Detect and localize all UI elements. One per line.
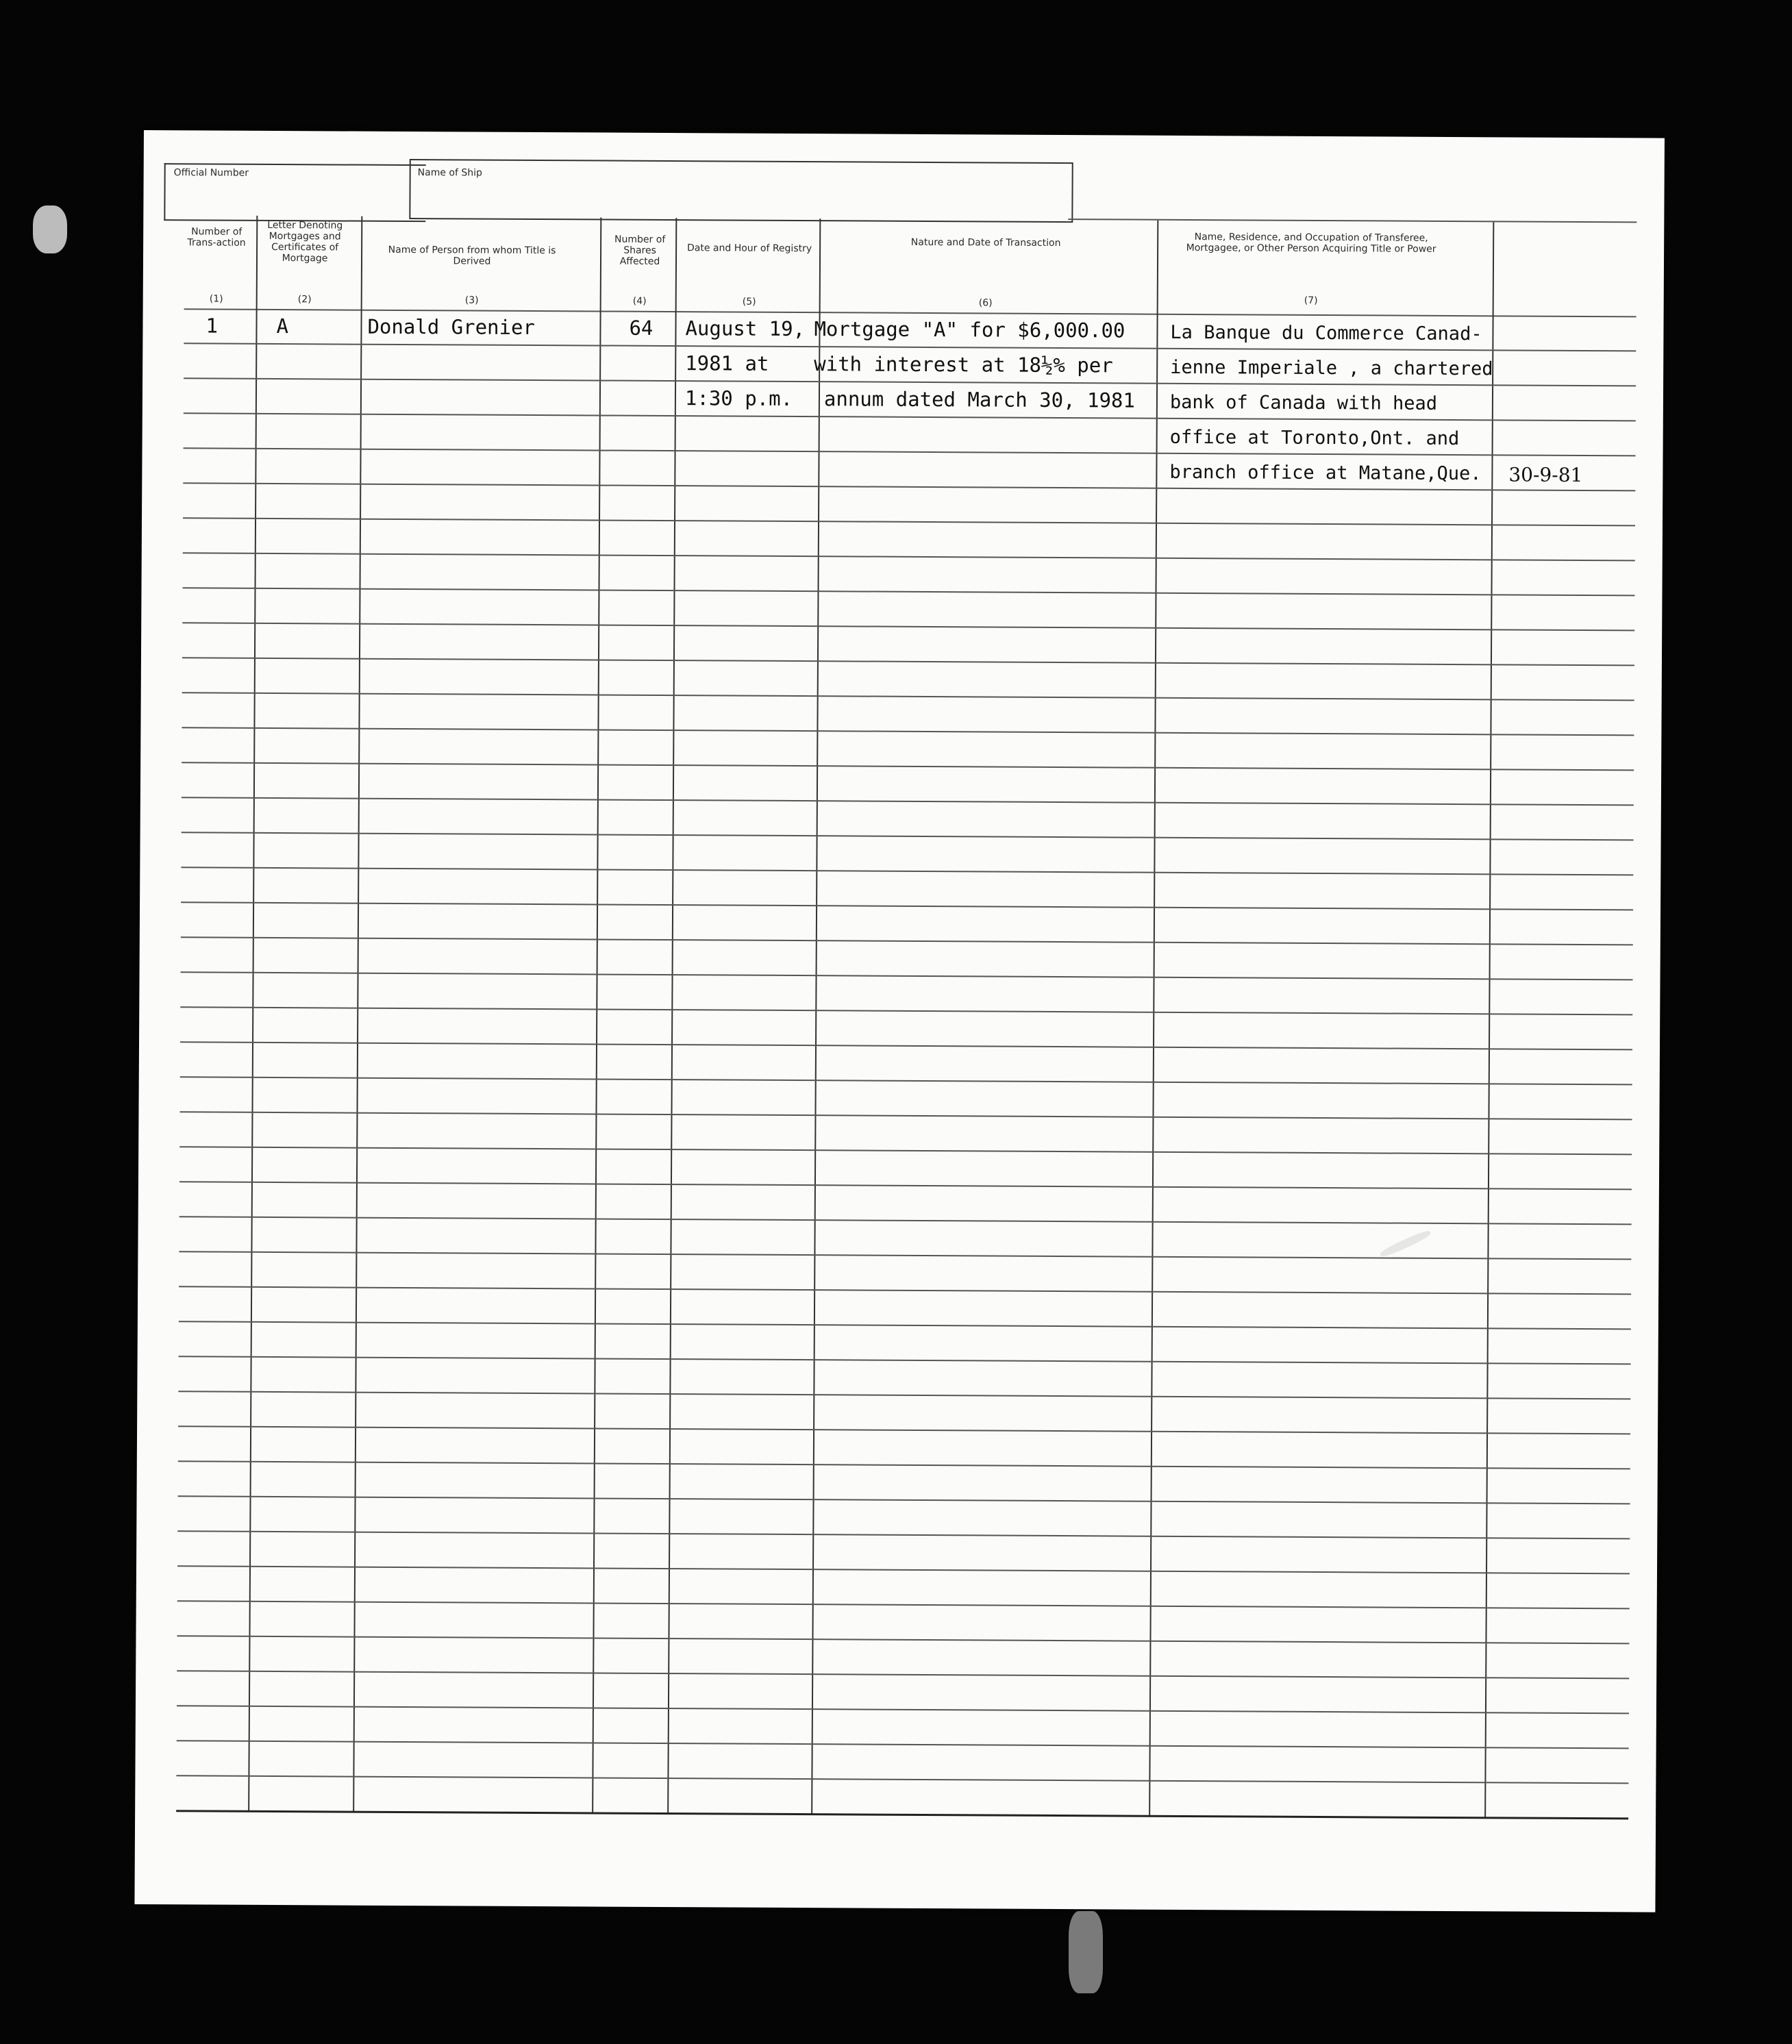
ruled-line [182,762,1634,771]
ruled-line [179,1216,1632,1225]
ruled-line [178,1391,1630,1399]
ruled-line [182,587,1634,596]
ruled-line [177,1600,1630,1609]
register-page [134,130,1665,1912]
name-of-ship-box [409,159,1073,223]
ruled-line [179,1321,1631,1330]
ruled-line [182,657,1634,666]
column-header-5: Date and Hour of Registry (5) [686,242,812,308]
ruled-line [182,727,1634,736]
person-from: Donald Grenier [367,314,536,339]
ruled-line [177,1635,1629,1644]
ruled-line [177,1565,1630,1574]
column-header-4: Number of Shares Affected (4) [614,234,666,307]
ruled-line [181,867,1633,875]
registry-date-line: 1981 at [685,351,769,375]
ruled-line [177,1530,1630,1539]
ruled-line [177,1670,1629,1679]
scan-artifact [33,205,67,253]
scan-blemish [1379,1228,1432,1258]
shares-affected: 64 [629,316,654,340]
header-top-line [1068,219,1637,223]
column-divider [353,216,362,1812]
transferee-line: bank of Canada with head [1169,391,1438,414]
ruled-line [182,797,1634,806]
ruled-line [182,832,1634,840]
column-header-1: Number of Trans-action (1) [187,226,246,305]
ruled-line [179,1286,1631,1295]
nature-line: annum dated March 30, 1981 [823,387,1135,412]
transferee-line: ienne Imperiale , a chartered [1170,356,1493,380]
ruled-line [179,1251,1631,1260]
column-header-7: Name, Residence, and Occupation of Transferee, Mortgagee, or Other Person Acquiring Title or Power (7) [1186,232,1436,306]
column-divider [592,217,601,1813]
ruled-line [178,1460,1630,1469]
column-header-6: Nature and Date of Transaction (6) [910,236,1061,309]
ruled-line [183,517,1635,526]
ruled-line [179,1111,1632,1120]
ruled-line [181,936,1633,945]
official-number-label: Official Number [173,167,249,179]
nature-line: with interest at 18½% per [814,352,1113,377]
ruled-line [176,1775,1628,1784]
transferee-line: La Banque du Commerce Canad- [1170,321,1482,345]
ruled-line [180,1006,1632,1015]
nature-line: Mortgage "A" for $6,000.00 [814,317,1125,342]
transaction-number: 1 [206,314,219,338]
ruled-line [179,1146,1632,1155]
ruled-line [178,1425,1630,1434]
ruled-line [183,552,1635,561]
ruled-line [179,1356,1631,1364]
registry-date-line: August 19, [685,316,806,341]
transferee-line: office at Toronto,Ont. and [1169,426,1460,450]
ruled-line [177,1705,1629,1714]
column-header-3: Name of Person from whom Title is Derived (3) [388,244,556,306]
ruled-line [178,1495,1630,1504]
ruled-line [180,1076,1632,1085]
transferee-line: branch office at Matane,Que. [1169,461,1482,485]
column-header-2: Letter Denoting Mortgages and Certificates of Mortgage (2) [267,219,343,306]
column-divider [248,216,258,1812]
extra-date: 30-9-81 [1508,463,1583,487]
column-divider [667,218,677,1814]
ruled-line [181,901,1633,910]
column-divider [811,219,821,1815]
registry-date-line: 1:30 p.m. [684,386,793,410]
ruled-line [179,1181,1632,1190]
name-of-ship-label: Name of Ship [417,167,482,179]
column-divider [1149,221,1158,1817]
scan-artifact [1069,1911,1103,1993]
ruled-line [182,622,1634,631]
mortgage-letter: A [276,314,289,338]
ruled-line-bottom [176,1810,1628,1819]
ruled-line [181,971,1633,980]
ruled-line [177,1740,1629,1749]
ruled-line [182,692,1634,701]
ruled-line [180,1041,1632,1050]
column-divider [1484,222,1494,1818]
